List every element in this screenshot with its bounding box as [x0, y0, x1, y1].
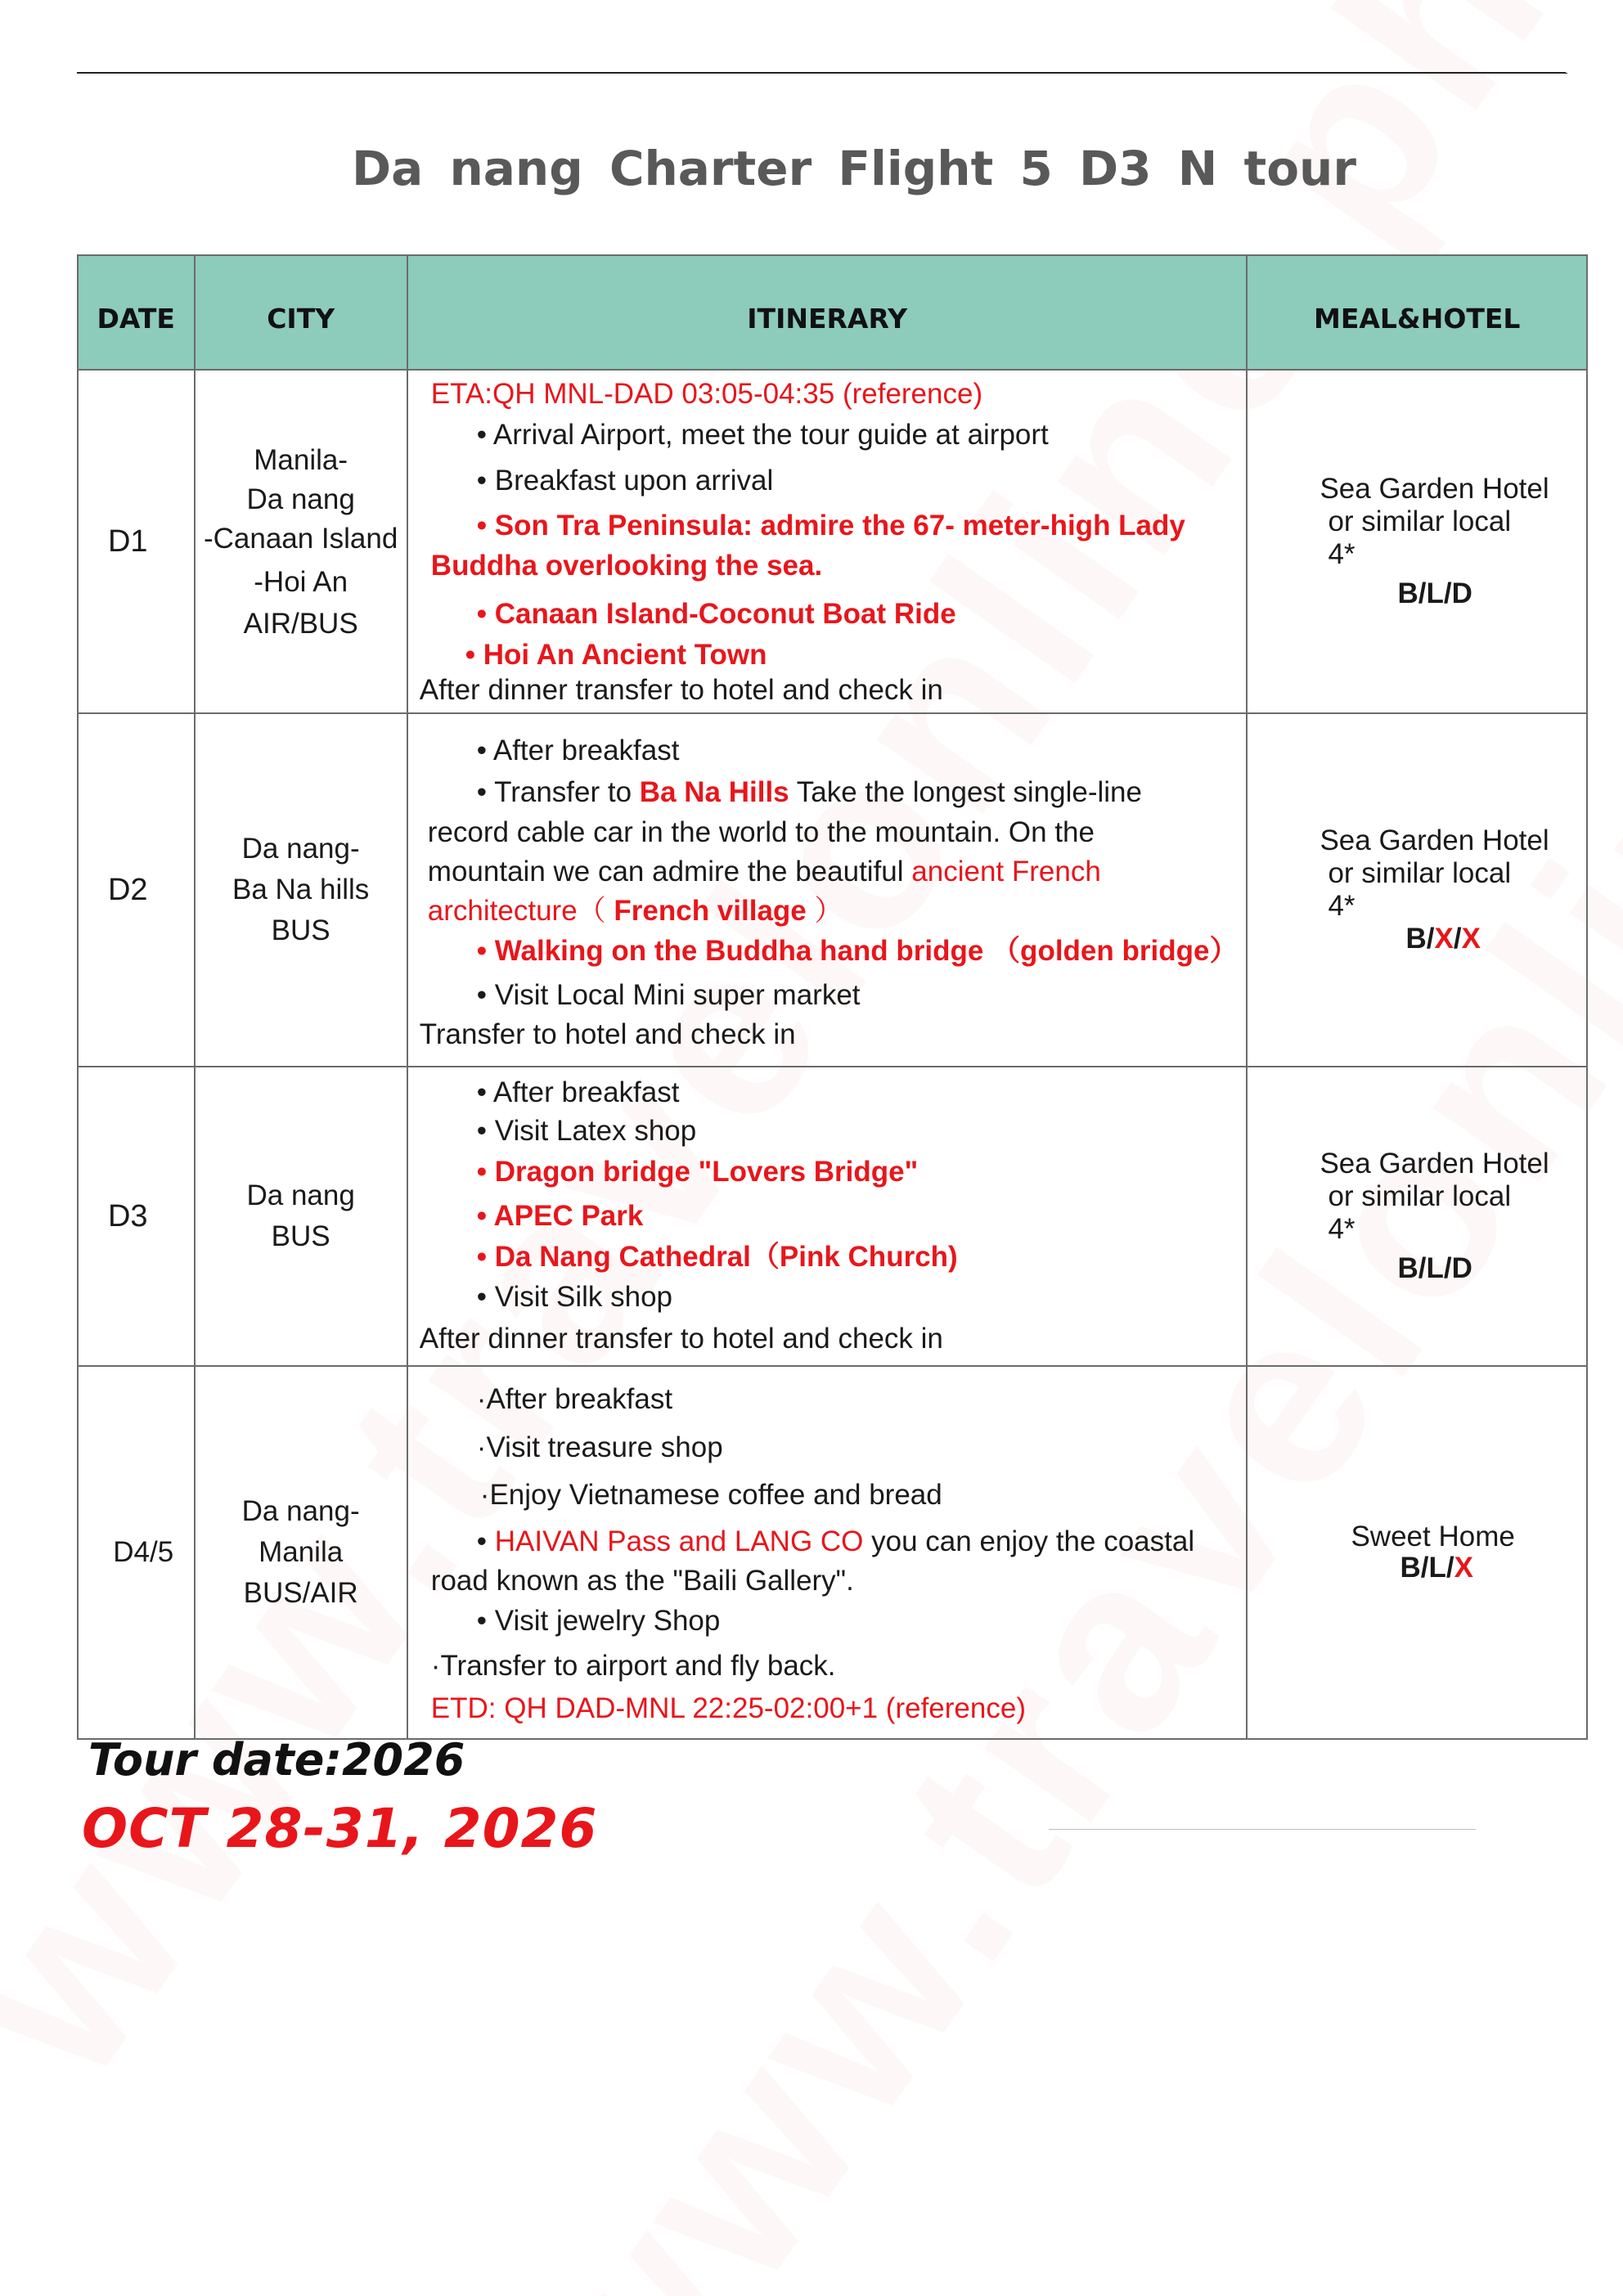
meal-breakfast: B	[1405, 923, 1427, 955]
signature-line	[1049, 1829, 1476, 1830]
highlight-ba-na-hills: Ba Na Hills	[639, 776, 789, 808]
city-line: -Hoi An	[254, 566, 348, 598]
city-line: AIR/BUS	[243, 608, 358, 640]
itinerary-item: • Visit Latex shop	[476, 1115, 697, 1147]
city-line: Ba Na hills	[232, 874, 370, 905]
meal-dinner: X	[1454, 1552, 1473, 1584]
itinerary-item: • Walking on the Buddha hand bridge （golden bridge）	[476, 935, 1239, 967]
meal-breakfast: B	[1397, 1252, 1418, 1284]
header-date: DATE	[78, 255, 195, 370]
meal-hotel-cell	[1247, 713, 1587, 1067]
date-cell: D1	[78, 370, 195, 713]
hotel-rating: 4*	[1328, 1213, 1355, 1245]
tour-dates: OCT 28-31, 2026	[82, 1797, 598, 1860]
city-line: -Canaan Island	[203, 523, 398, 555]
city-line: BUS	[271, 914, 330, 946]
itinerary-item: • After breakfast	[476, 1076, 680, 1108]
itinerary-item: • Visit Silk shop	[476, 1281, 673, 1313]
itinerary-item: record cable car in the world to the mountain. On the	[427, 816, 1095, 848]
top-rule	[77, 72, 1566, 74]
itinerary-item: • After breakfast	[476, 735, 680, 766]
highlight-haivan: HAIVAN Pass and LANG CO	[494, 1525, 864, 1557]
table-row	[78, 1067, 1587, 1366]
itinerary-item: Transfer to hotel and check in	[419, 1018, 796, 1050]
meal-hotel-cell	[1247, 370, 1587, 713]
city-line: BUS/AIR	[243, 1577, 358, 1609]
meal-lunch: L	[1426, 577, 1444, 609]
meal-codes: B/L/X	[1400, 1552, 1473, 1584]
meal-hotel-cell	[1247, 1366, 1587, 1739]
meal-breakfast: B	[1400, 1552, 1421, 1584]
city-line: Da nang	[246, 483, 355, 515]
city-cell	[195, 1366, 407, 1739]
city-line: Da nang-	[241, 1495, 360, 1527]
itinerary-item: road known as the "Baili Gallery".	[430, 1565, 854, 1597]
itinerary-item: ·Visit treasure shop	[476, 1431, 723, 1463]
meal-dinner: D	[1451, 577, 1472, 609]
itinerary-item: After dinner transfer to hotel and check in	[419, 674, 943, 706]
table-row	[78, 1366, 1587, 1739]
hotel-name: Sea Garden Hotel	[1320, 824, 1549, 856]
itinerary-item: • Breakfast upon arrival	[476, 465, 774, 496]
itinerary-cell	[407, 713, 1248, 1067]
itinerary-item: ·After breakfast	[476, 1383, 673, 1415]
city-line: Da nang	[246, 1179, 355, 1211]
itinerary-item: • Visit Local Mini super market	[476, 979, 861, 1011]
eta-line: ETA:QH MNL-DAD 03:05-04:35 (reference)	[430, 378, 983, 410]
header-itinerary: ITINERARY	[407, 255, 1248, 370]
itinerary-cell	[407, 370, 1248, 713]
header-meal-hotel: MEAL&HOTEL	[1247, 255, 1587, 370]
date-cell: D3	[78, 1067, 195, 1366]
itinerary-item: • APEC Park	[476, 1200, 644, 1232]
itinerary-item: • Arrival Airport, meet the tour guide at airport	[476, 419, 1049, 451]
itinerary-item: • Dragon bridge "Lovers Bridge"	[476, 1156, 919, 1188]
meal-lunch: L	[1426, 1252, 1444, 1284]
itinerary-item: • Son Tra Peninsula: admire the 67- meter-high Lady	[476, 510, 1185, 541]
itinerary-item: • Hoi An Ancient Town	[465, 639, 767, 671]
table-row	[78, 713, 1587, 1067]
itinerary-item: ·Transfer to airport and fly back.	[430, 1650, 836, 1682]
hotel-name: Sweet Home	[1351, 1521, 1515, 1552]
hotel-rating: 4*	[1328, 890, 1355, 922]
city-line: Manila-	[254, 444, 348, 476]
meal-breakfast: B	[1397, 577, 1418, 609]
hotel-similar: or similar local	[1328, 505, 1512, 537]
city-cell	[195, 370, 407, 713]
city-cell	[195, 1067, 407, 1366]
itinerary-item: ·Enjoy Vietnamese coffee and bread	[479, 1479, 942, 1511]
page-title: Da nang Charter Flight 5 D3 N tour	[352, 141, 1356, 196]
hotel-rating: 4*	[1328, 538, 1355, 570]
itinerary-item: mountain we can admire the beautiful ancient French	[427, 856, 1101, 887]
itinerary-item: • Visit jewelry Shop	[476, 1605, 721, 1637]
meal-codes: B/X/X	[1405, 923, 1481, 955]
itinerary-cell	[407, 1366, 1248, 1739]
meal-dinner: D	[1451, 1252, 1472, 1284]
hotel-similar: or similar local	[1328, 1180, 1512, 1212]
itinerary-table	[77, 254, 1588, 1740]
highlight-french-village: French village	[614, 895, 807, 927]
itinerary-item: Buddha overlooking the sea.	[430, 550, 823, 582]
hotel-name: Sea Garden Hotel	[1320, 473, 1549, 505]
highlight-french: ancient French	[911, 856, 1101, 887]
hotel-name: Sea Garden Hotel	[1320, 1148, 1549, 1179]
meal-codes: B/L/D	[1397, 577, 1472, 609]
hotel-similar: or similar local	[1328, 857, 1512, 889]
itinerary-cell	[407, 1067, 1248, 1366]
table-row	[78, 370, 1587, 713]
meal-dinner: X	[1461, 923, 1481, 955]
top-rule-tail	[1549, 73, 1567, 74]
itinerary-item: • Canaan Island-Coconut Boat Ride	[476, 598, 956, 630]
meal-lunch: X	[1434, 923, 1454, 955]
itinerary-item: • Transfer to Ba Na Hills Take the longest single-line	[476, 776, 1142, 808]
etd-line: ETD: QH DAD-MNL 22:25-02:00+1 (reference)	[430, 1692, 1026, 1724]
table-header-row	[78, 255, 1587, 370]
meal-hotel-cell	[1247, 1067, 1587, 1366]
city-line: Manila	[259, 1536, 344, 1568]
city-line: Da nang-	[241, 833, 360, 865]
meal-lunch: L	[1428, 1552, 1446, 1584]
itinerary-item: • Da Nang Cathedral（Pink Church)	[476, 1241, 958, 1273]
itinerary-item: After dinner transfer to hotel and check in	[419, 1323, 943, 1355]
date-cell: D4/5	[78, 1366, 195, 1739]
city-line: BUS	[271, 1220, 330, 1252]
meal-codes: B/L/D	[1397, 1252, 1472, 1284]
tour-date-label: Tour date:2026	[88, 1734, 465, 1786]
date-cell: D2	[78, 713, 195, 1067]
itinerary-item: architecture（ French village ）	[427, 895, 843, 927]
itinerary-item: • HAIVAN Pass and LANG CO you can enjoy the coastal	[476, 1525, 1195, 1557]
header-city: CITY	[195, 255, 407, 370]
city-cell	[195, 713, 407, 1067]
